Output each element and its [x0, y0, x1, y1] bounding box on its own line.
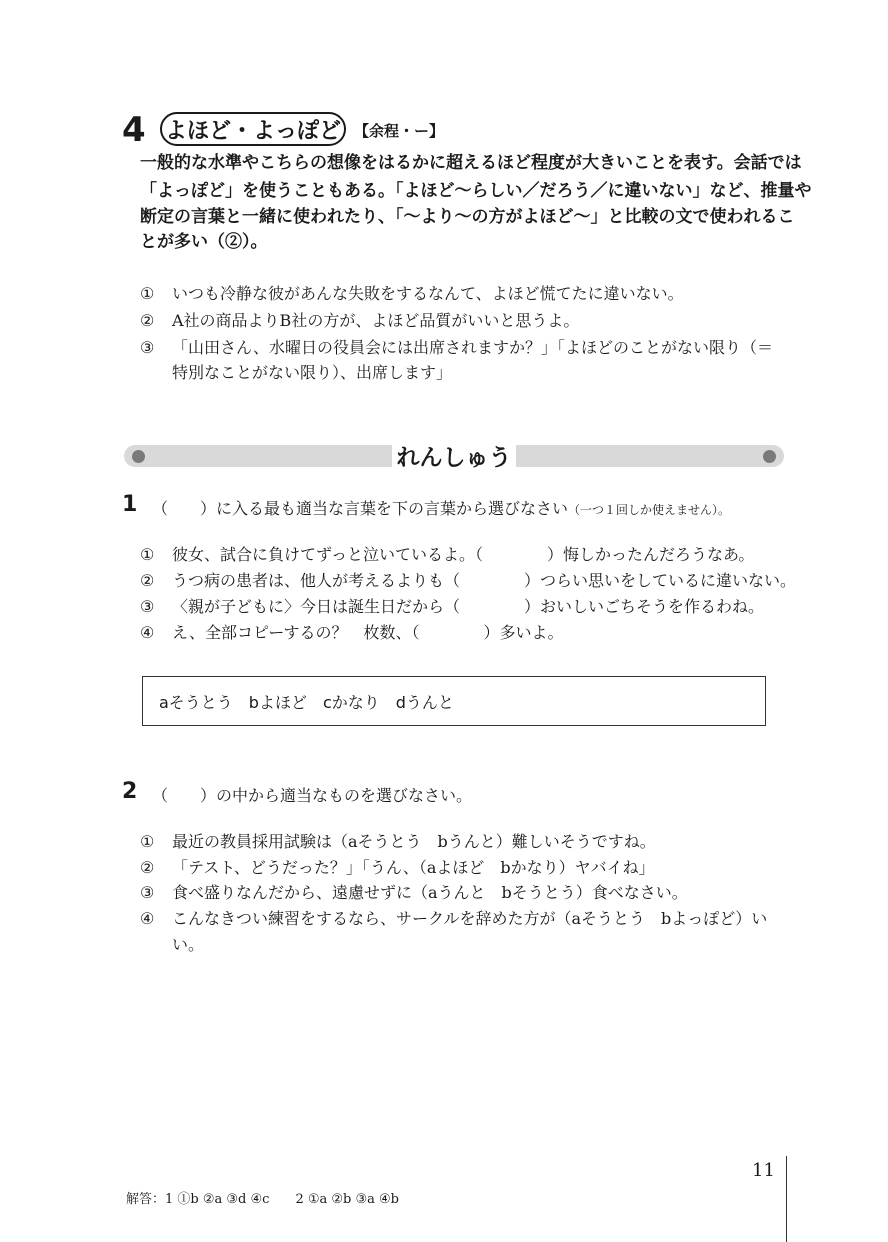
item-number: ① [140, 832, 155, 851]
question-item [140, 858, 655, 878]
example-item [140, 363, 452, 383]
explanation-line: 一般的な水準やこちらの想像をはるかに超えるほど程度が大きいことを表す。会話では [140, 153, 802, 173]
question-item [140, 883, 688, 903]
item-text: い。 [172, 935, 205, 954]
example-number: ② [140, 311, 155, 330]
explanation-line: とが多い（②）。 [140, 232, 268, 252]
answer-key: 解答：1 ①b ②a ③d ④c 2 ①a ②b ③a ④b [126, 1192, 400, 1207]
question-item [140, 545, 754, 565]
item-text: うつ病の患者は、他人が考えるよりも（ ）つらい思いをしているに違いない。 [172, 571, 797, 590]
choices-text: aそうとう bよほど cかなり dうんと [159, 692, 454, 712]
example-text: A社の商品よりB社の方が、よほど品質がいいと思うよ。 [172, 311, 580, 330]
section-title: よほど・よっぽど [160, 112, 346, 146]
item-number: ③ [140, 883, 155, 902]
example-number: ③ [140, 338, 155, 357]
item-number: ③ [140, 597, 155, 616]
item-number: ④ [140, 909, 155, 928]
question-2-instruction: （ ）の中から適当なものを選びなさい。 [152, 786, 473, 805]
question-1-instruction [152, 496, 730, 519]
question-1-number: 1 [122, 492, 138, 517]
page-rule [786, 1156, 787, 1242]
item-number: ④ [140, 623, 155, 642]
item-number: ② [140, 571, 155, 590]
section-tag: 【余程・ー】 [354, 122, 445, 140]
instruction-note: （一つ１回しか使えません）。 [568, 503, 731, 517]
question-item [140, 935, 204, 955]
item-text: こんなきつい練習をするなら、サークルを辞めた方が（aそうとう bよっぽど）い [172, 909, 768, 928]
example-text: いつも冷静な彼があんな失敗をするなんて、よほど慌てたに違いない。 [172, 284, 684, 303]
question-2-number: 2 [122, 779, 138, 804]
example-text: 特別なことがない限り）、出席します」 [172, 363, 453, 382]
item-text: 食べ盛りなんだから、遠慮せずに（aうんと bそうとう）食べなさい。 [172, 883, 688, 902]
example-item [140, 311, 579, 331]
question-item [140, 623, 564, 643]
question-item [140, 909, 767, 929]
example-item [140, 284, 684, 304]
practice-band [124, 441, 784, 469]
section-number: 4 [122, 110, 146, 150]
item-number: ② [140, 858, 155, 877]
item-text: 彼女、試合に負けてずっと泣いているよ。（ ）悔しかったんだろうなあ。 [172, 545, 755, 564]
choices-box [142, 676, 766, 726]
instruction-text: （ ）に入る最も適当な言葉を下の言葉から選びなさい [152, 499, 569, 518]
question-item [140, 597, 764, 617]
band-dot-left [132, 450, 145, 463]
item-text: 〈親が子どもに〉今日は誕生日だから（ ）おいしいごちそうを作るわね。 [172, 597, 765, 616]
item-text: 最近の教員採用試験は（aそうとう bうんと）難しいそうですね。 [172, 832, 656, 851]
example-item [140, 338, 773, 358]
item-number: ① [140, 545, 155, 564]
explanation-line: 「よっぽど」を使うこともある。「よほど～らしい／だろう／に違いない」など、推量や [140, 181, 812, 201]
explanation-line: 断定の言葉と一緒に使われたり、「～より～の方がよほど～」と比較の文で使われるこ [140, 207, 795, 227]
band-dot-right [763, 450, 776, 463]
practice-label: れんしゅう [392, 438, 516, 472]
item-text: 「テスト、どうだった？」「うん、（aよほど bかなり）ヤバイね」 [172, 858, 655, 877]
question-item [140, 832, 656, 852]
question-item [140, 571, 796, 591]
page-number: 11 [752, 1160, 775, 1181]
example-text: 「山田さん、水曜日の役員会には出席されますか？」「よほどのことがない限り（＝ [172, 338, 773, 357]
example-number: ① [140, 284, 155, 303]
item-text: え、全部コピーするの？ 枚数、（ ）多いよ。 [172, 623, 564, 642]
